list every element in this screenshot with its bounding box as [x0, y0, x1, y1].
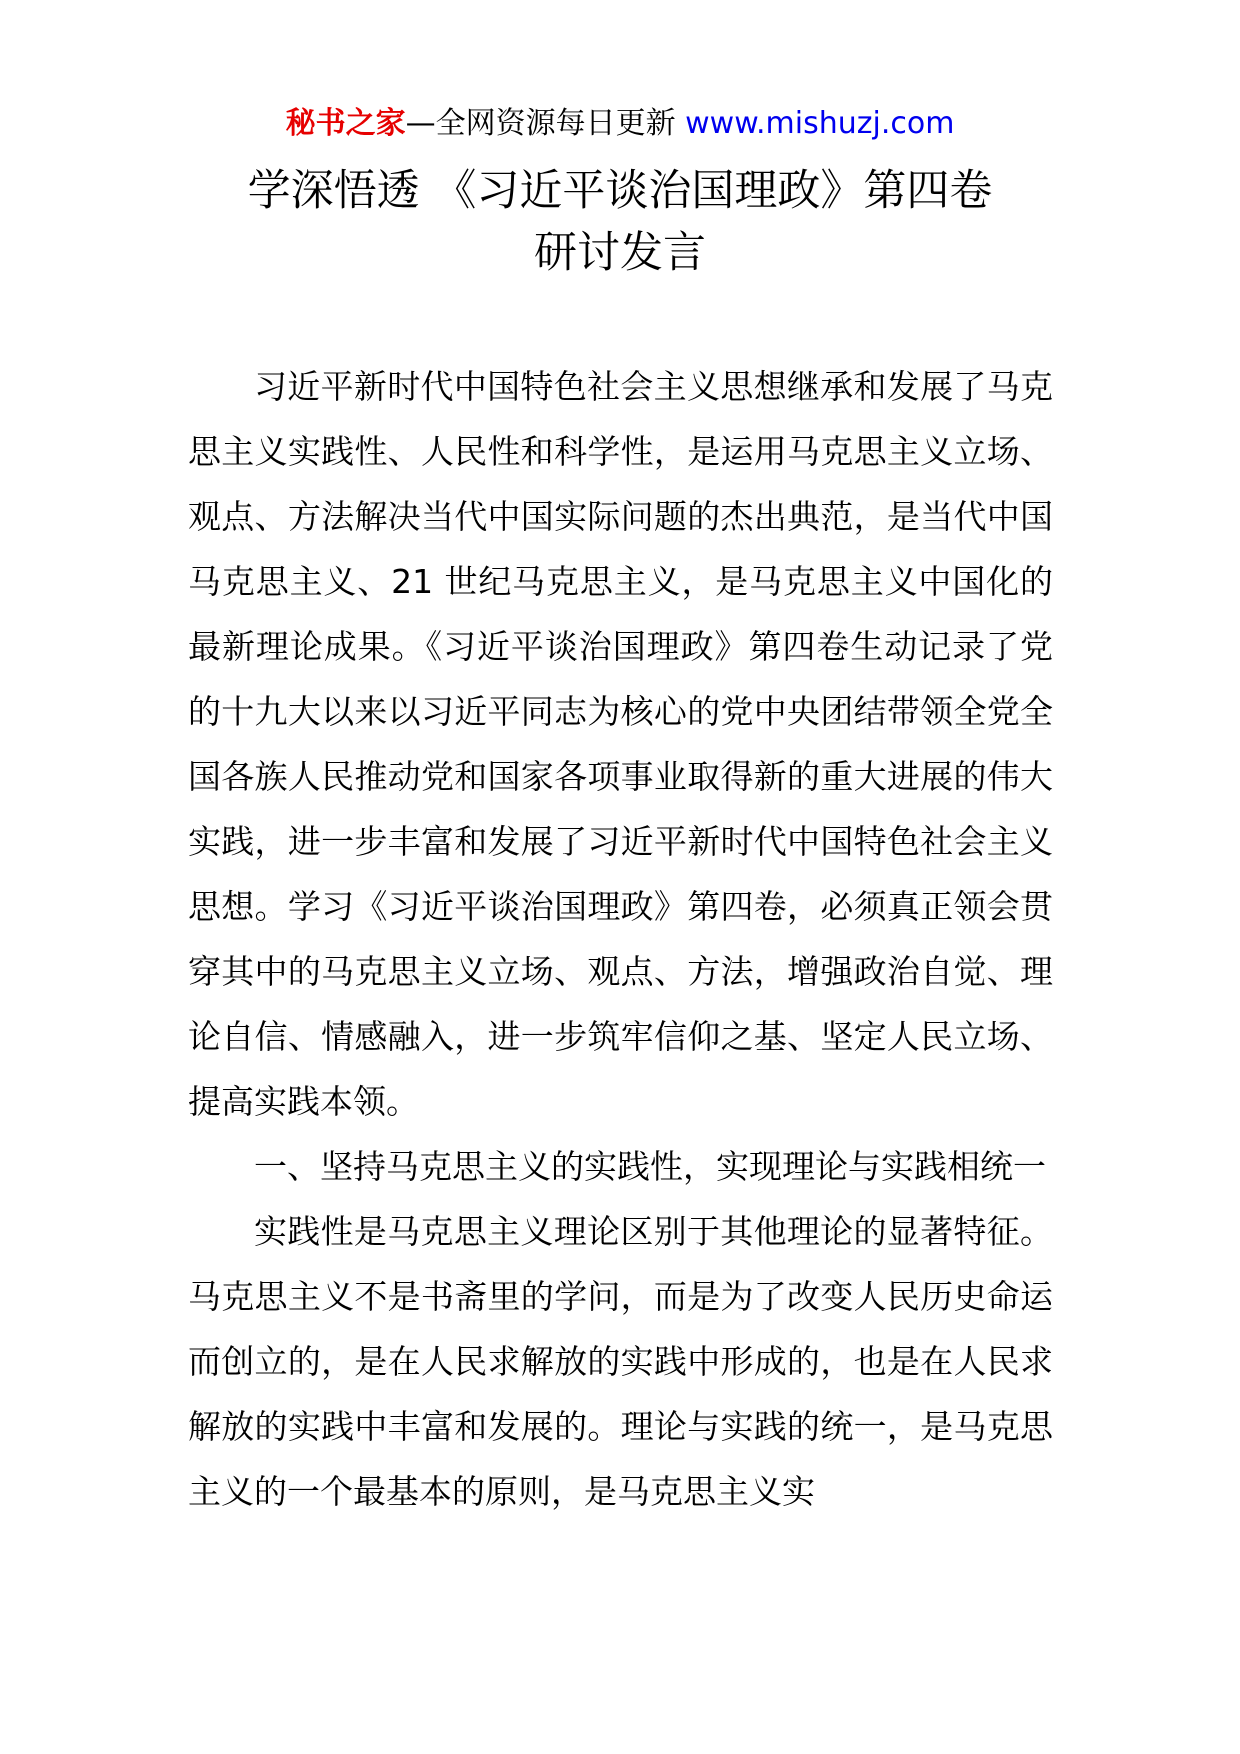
site-name: 秘书之家 — [285, 106, 406, 141]
title-line-1: 学深悟透 《习近平谈治国理政》第四卷 — [247, 166, 993, 216]
document-body — [188, 354, 1053, 1524]
paragraph-practice: 实践性是马克思主义理论区别于其他理论的显著特征。马克思主义不是书斋里的学问，而是为了改变人民历史命运而创立的，是在人民求解放的实践中形成的，也是在人民求解放的实践中丰富和发展的。理论与实践的统一，是马克思主义的一个最基本的原则，是马克思主义实 — [188, 1212, 1053, 1511]
section-heading-1: 一、坚持马克思主义的实践性，实现理论与实践相统一 — [254, 1147, 1046, 1186]
document-title — [0, 160, 1240, 284]
site-tagline: —全网资源每日更新 — [405, 106, 686, 141]
site-url-link[interactable]: www.mishuzj.com — [685, 106, 955, 141]
paragraph-intro: 习近平新时代中国特色社会主义思想继承和发展了马克思主义实践性、人民性和科学性，是运用马克思主义立场、观点、方法解决当代中国实际问题的杰出典范，是当代中国马克思主义、21 世纪马克思主义，是马克思主义中国化的最新理论成果。《习近平谈治国理政》第四卷生动记录了党的十九大以来以习近平同志为核心的党中央团结带领全党全国各族人民推动党和国家各项事业取得新的重大进展的伟大实践，进一步丰富和发展了习近平新时代中国特色社会主义思想。学习《习近平谈治国理政》第四卷，必须真正领会贯穿其中的马克思主义立场、观点、方法，增强政治自觉、理论自信、情感融入，进一步筑牢信仰之基、坚定人民立场、提高实践本领。 — [188, 367, 1053, 1121]
site-header — [0, 104, 1240, 144]
title-line-2: 研讨发言 — [534, 228, 706, 278]
